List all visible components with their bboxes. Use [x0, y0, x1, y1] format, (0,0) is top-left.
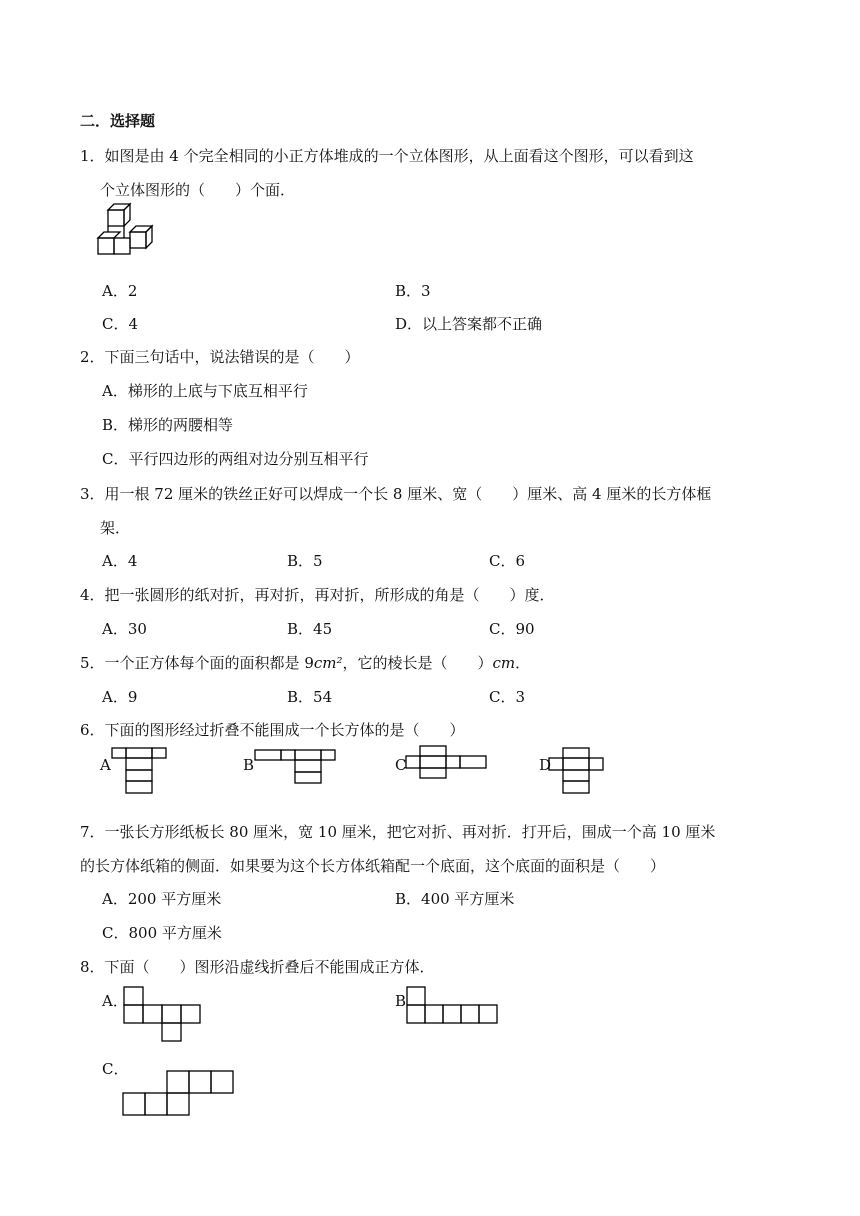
- q6-net-c: [406, 746, 496, 786]
- question-7-line-1: 7．一张长方形纸板长 80 厘米，宽 10 厘米，把它对折、再对折．打开后，围成一个高 10 厘米: [80, 823, 716, 841]
- question-8-line-1: 8．下面（ ）图形沿虚线折叠后不能围成正方体．: [80, 958, 435, 976]
- q5-text-part-1: 5．一个正方体每个面的面积都是 9: [80, 654, 314, 672]
- q4-option-a: A．30: [102, 620, 147, 638]
- question-3-line-1: 3．用一根 72 厘米的铁丝正好可以焊成一个长 8 厘米、宽（ ）厘米、高 4 厘米的长方体框: [80, 485, 712, 503]
- q6-figure-label-a: A: [100, 756, 111, 774]
- q5-text-part-2: ，它的棱长是（ ）: [342, 654, 493, 672]
- q8-figure-label-a: A．: [102, 992, 128, 1010]
- q6-net-a: [112, 748, 172, 798]
- q5-option-c: C．3: [489, 688, 526, 706]
- q6-figure-label-b: B: [243, 756, 255, 774]
- q4-option-c: C．90: [489, 620, 535, 638]
- q3-option-b: B．5: [287, 552, 323, 570]
- question-1-line-2: 个立体图形的（ ）个面．: [100, 181, 296, 199]
- q7-option-b: B．400 平方厘米: [395, 890, 515, 908]
- question-4-line-1: 4．把一张圆形的纸对折，再对折，再对折，所形成的角是（ ）度．: [80, 586, 555, 604]
- q2-option-a: A．梯形的上底与下底互相平行: [102, 382, 308, 400]
- q1-option-c: C．4: [102, 315, 139, 333]
- q1-option-a: A．2: [102, 282, 138, 300]
- q6-net-d: [549, 748, 609, 798]
- q5-option-a: A．9: [102, 688, 138, 706]
- question-2-line-1: 2．下面三句话中，说法错误的是（ ）: [80, 348, 360, 366]
- question-3-line-2: 架．: [100, 519, 131, 537]
- section-title: 二．选择题: [80, 112, 156, 130]
- q8-net-b: [407, 987, 517, 1027]
- q5-option-b: B．54: [287, 688, 333, 706]
- question-5-line-1: [80, 653, 530, 673]
- q7-option-a: A．200 平方厘米: [102, 890, 222, 908]
- question-7-line-2: 的长方体纸箱的侧面．如果要为这个长方体纸箱配一个底面，这个底面的面积是（ ）: [80, 857, 666, 875]
- q5-text-part-3: ．: [515, 654, 531, 672]
- q2-option-b: B．梯形的两腰相等: [102, 416, 234, 434]
- q5-unit-area: cm²: [313, 654, 343, 672]
- q2-option-c: C．平行四边形的两组对边分别互相平行: [102, 450, 369, 468]
- q1-option-b: B．3: [395, 282, 431, 300]
- q7-option-c: C．800 平方厘米: [102, 924, 222, 942]
- question-1-line-1: 1．如图是由 4 个完全相同的小正方体堆成的一个立体图形，从上面看这个图形，可以看到这: [80, 147, 694, 165]
- q5-unit-length: cm: [492, 654, 516, 672]
- q3-option-a: A．4: [102, 552, 138, 570]
- q8-net-a: [124, 987, 214, 1047]
- question-6-line-1: 6．下面的图形经过折叠不能围成一个长方体的是（ ）: [80, 721, 465, 739]
- stacked-cubes-icon: [96, 206, 156, 261]
- q8-net-c: [123, 1071, 243, 1121]
- q6-figure-label-c: C: [395, 756, 407, 774]
- q8-figure-label-b: B: [395, 992, 407, 1010]
- q4-option-b: B．45: [287, 620, 333, 638]
- q3-option-c: C．6: [489, 552, 526, 570]
- q1-option-d: D．以上答案都不正确: [395, 315, 543, 333]
- q6-net-b: [255, 748, 365, 788]
- q8-figure-label-c: C．: [102, 1060, 129, 1078]
- q6-figure-label-d: D: [539, 756, 552, 774]
